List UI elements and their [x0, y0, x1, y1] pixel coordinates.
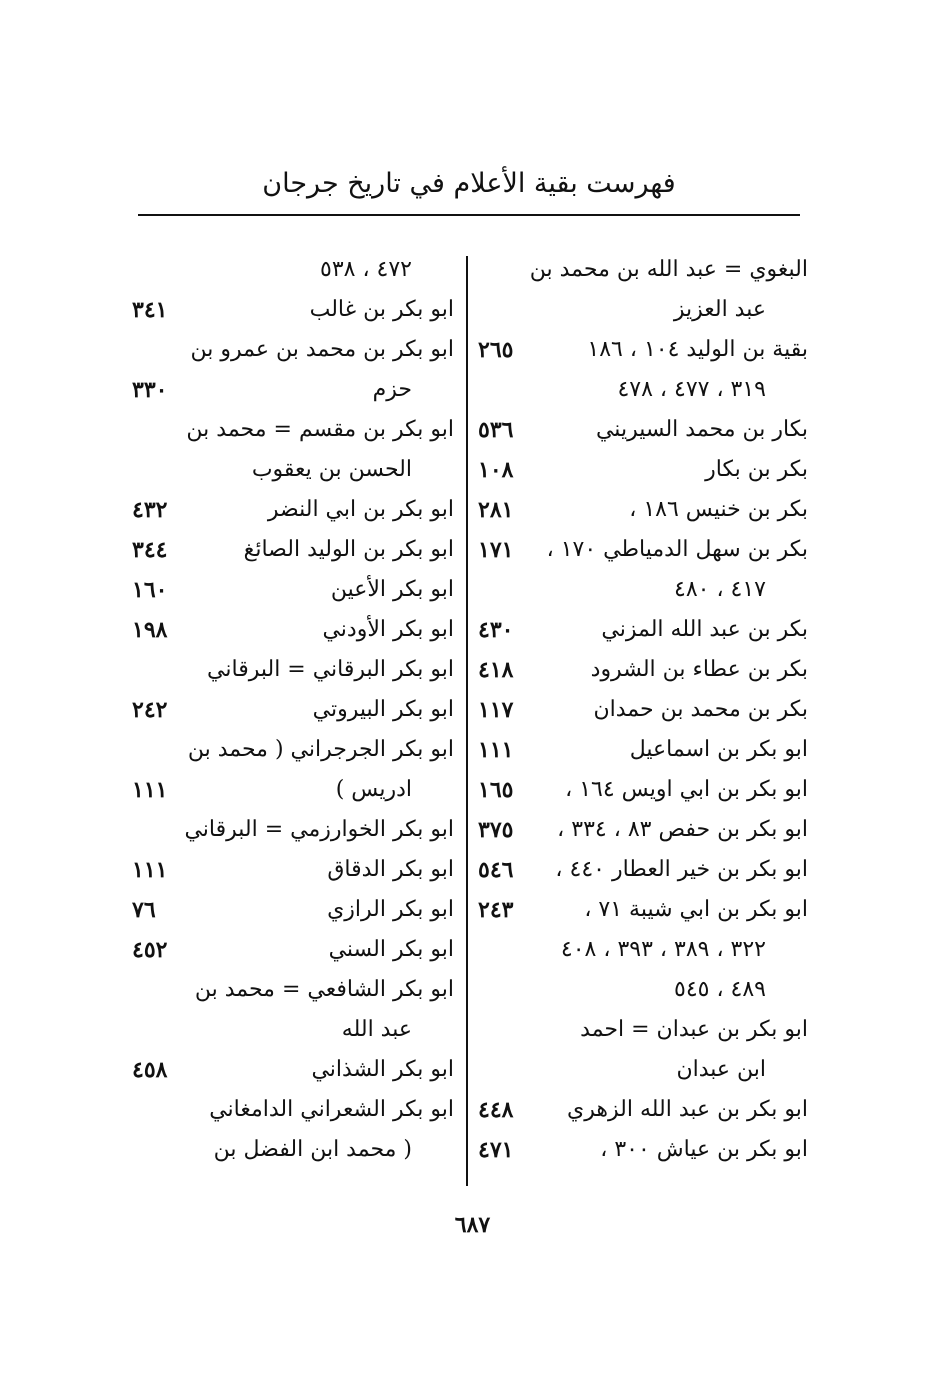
index-entry	[132, 930, 454, 970]
index-entry	[132, 1010, 454, 1050]
entry-pages: ٣٤١	[132, 297, 168, 323]
entry-pages: ١١١	[132, 777, 168, 803]
entry-name: البغوي = عبد الله بن محمد بن	[529, 257, 808, 282]
entry-pages: ٣٣٠	[132, 377, 168, 403]
index-entry	[478, 650, 808, 690]
entry-pages: ٤١٨	[478, 657, 514, 683]
entry-name: بكر بن محمد بن حمدان	[593, 697, 808, 722]
index-entry	[132, 290, 454, 330]
entry-name: بكر بن خنيس ١٨٦ ،	[629, 497, 808, 522]
index-entry	[478, 730, 808, 770]
entry-name: ٤٨٩ ، ٥٤٥	[674, 977, 766, 1002]
entry-name: ٣١٩ ، ٤٧٧ ، ٤٧٨	[617, 377, 766, 402]
entry-pages: ٢٨١	[478, 497, 514, 523]
entry-pages: ٤٤٨	[478, 1097, 514, 1123]
entry-name: عبد العزيز	[673, 297, 766, 322]
entry-name: ابو بكر الخوارزمي = البرقاني	[184, 817, 454, 842]
column-divider	[466, 256, 468, 1186]
entry-name: بكر بن عبد الله المزني	[601, 617, 808, 642]
index-entry	[132, 450, 454, 490]
index-entry	[132, 490, 454, 530]
index-entry	[478, 610, 808, 650]
index-column-right	[478, 250, 808, 1170]
entry-name: ابو بكر بن عبد الله الزهري	[567, 1097, 808, 1122]
entry-name: ابو بكر بن مقسم = محمد بن	[186, 417, 454, 442]
index-entry	[478, 530, 808, 570]
entry-name: ابو بكر بن خير العطار ٤٤٠ ،	[555, 857, 808, 882]
index-entry	[132, 650, 454, 690]
index-entry	[478, 450, 808, 490]
header-rule	[138, 214, 800, 216]
entry-name: ابو بكر بن حفص ٨٣ ، ٣٣٤ ،	[557, 817, 808, 842]
entry-pages: ٤٥٨	[132, 1057, 168, 1083]
index-entry	[132, 810, 454, 850]
entry-name: ابو بكر الأعين	[330, 577, 454, 602]
index-entry	[132, 850, 454, 890]
index-entry	[478, 810, 808, 850]
entry-pages: ١١١	[478, 737, 514, 763]
entry-name: ابو بكر بن الوليد الصائغ	[243, 537, 454, 562]
entry-pages: ١٩٨	[132, 617, 168, 643]
entry-pages: ٤٣٢	[132, 497, 168, 523]
index-entry	[132, 1130, 454, 1170]
index-entry	[478, 930, 808, 970]
entry-name: ابو بكر الدقاق	[327, 857, 454, 882]
index-entry	[132, 1050, 454, 1090]
index-entry	[478, 1050, 808, 1090]
index-entry	[478, 690, 808, 730]
entry-pages: ١١٧	[478, 697, 514, 723]
index-entry	[478, 890, 808, 930]
entry-pages: ٤٥٢	[132, 937, 168, 963]
entry-name: ابو بكر الشذاني	[311, 1057, 454, 1082]
entry-pages: ٣٤٤	[132, 537, 168, 563]
entry-name: ابو بكر السني	[328, 937, 454, 962]
index-entry	[132, 730, 454, 770]
index-entry	[132, 970, 454, 1010]
entry-name: عبد الله	[341, 1017, 412, 1042]
entry-name: ابو بكر الجرجراني ( محمد بن	[187, 737, 454, 762]
entry-name: ( محمد ابن الفضل بن	[213, 1137, 412, 1162]
index-entry	[132, 570, 454, 610]
index-entry	[478, 250, 808, 290]
entry-name: ٤٧٢ ، ٥٣٨	[320, 257, 412, 282]
entry-name: ابو بكر الأودني	[322, 617, 454, 642]
entry-pages: ٢٦٥	[478, 337, 514, 363]
index-entry	[478, 850, 808, 890]
page-number: ٦٨٧	[454, 1212, 491, 1238]
entry-name: بكار بن محمد السيريني	[595, 417, 808, 442]
entry-pages: ١٦٥	[478, 777, 514, 803]
entry-pages: ١٧١	[478, 537, 514, 563]
index-entry	[478, 490, 808, 530]
entry-name: ٤١٧ ، ٤٨٠	[674, 577, 766, 602]
index-entry	[132, 330, 454, 370]
entry-name: بكر بن عطاء بن الشرود	[590, 657, 808, 682]
entry-pages: ٢٤٣	[478, 897, 514, 923]
page-title: فهرست بقية الأعلام في تاريخ جرجان	[262, 168, 676, 199]
index-entry	[478, 1130, 808, 1170]
entry-name: ابو بكر بن اسماعيل	[629, 737, 808, 762]
index-entry	[478, 290, 808, 330]
entry-pages: ٤٧١	[478, 1137, 514, 1163]
entry-name: ٣٢٢ ، ٣٨٩ ، ٣٩٣ ، ٤٠٨	[560, 937, 766, 962]
entry-name: ابو بكر البرقاني = البرقاني	[207, 657, 454, 682]
entry-name: ابو بكر بن عياش ٣٠٠ ،	[600, 1137, 808, 1162]
index-entry	[478, 1090, 808, 1130]
entry-pages: ٥٤٦	[478, 857, 514, 883]
entry-pages: ٤٣٠	[478, 617, 514, 643]
entry-pages: ٥٣٦	[478, 417, 514, 443]
index-entry	[132, 610, 454, 650]
entry-pages: ١١١	[132, 857, 168, 883]
entry-name: حزم	[372, 377, 412, 402]
index-entry	[132, 370, 454, 410]
index-entry	[478, 330, 808, 370]
entry-name: ابو بكر بن ابي النضر	[267, 497, 454, 522]
entry-name: ابو بكر الشافعي = محمد بن	[194, 977, 454, 1002]
index-entry	[478, 410, 808, 450]
entry-name: ادريس )	[335, 777, 412, 802]
entry-name: ابو بكر البيروتي	[312, 697, 454, 722]
entry-pages: ١٦٠	[132, 577, 168, 603]
entry-pages: ٧٦	[132, 897, 156, 923]
entry-pages: ١٠٨	[478, 457, 514, 483]
index-entry	[132, 410, 454, 450]
index-entry	[132, 250, 454, 290]
index-entry	[478, 570, 808, 610]
index-entry	[478, 370, 808, 410]
entry-name: ابو بكر بن عبدان = احمد	[580, 1017, 808, 1042]
entry-name: ابو بكر بن محمد بن عمرو بن	[190, 337, 454, 362]
entry-name: ابو بكر بن غالب	[309, 297, 454, 322]
entry-name: ابن عبدان	[676, 1057, 766, 1082]
index-entry	[478, 970, 808, 1010]
index-entry	[132, 890, 454, 930]
entry-name: بكر بن سهل الدمياطي ١٧٠ ،	[546, 537, 808, 562]
index-entry	[478, 770, 808, 810]
index-column-left	[132, 250, 454, 1170]
entry-name: الحسن بن يعقوب	[251, 457, 412, 482]
index-entry	[132, 770, 454, 810]
index-entry	[132, 530, 454, 570]
index-entry	[478, 1010, 808, 1050]
index-entry	[132, 690, 454, 730]
entry-pages: ٢٤٢	[132, 697, 168, 723]
entry-name: ابو بكر بن ابي اويس ١٦٤ ،	[565, 777, 808, 802]
index-entry	[132, 1090, 454, 1130]
entry-pages: ٣٧٥	[478, 817, 514, 843]
entry-name: بكر بن بكار	[705, 457, 808, 482]
entry-name: ابو بكر الرازي	[327, 897, 454, 922]
entry-name: بقية بن الوليد ١٠٤ ، ١٨٦	[587, 337, 808, 362]
entry-name: ابو بكر الشعراني الدامغاني	[209, 1097, 454, 1122]
entry-name: ابو بكر بن ابي شيبة ٧١ ،	[584, 897, 808, 922]
